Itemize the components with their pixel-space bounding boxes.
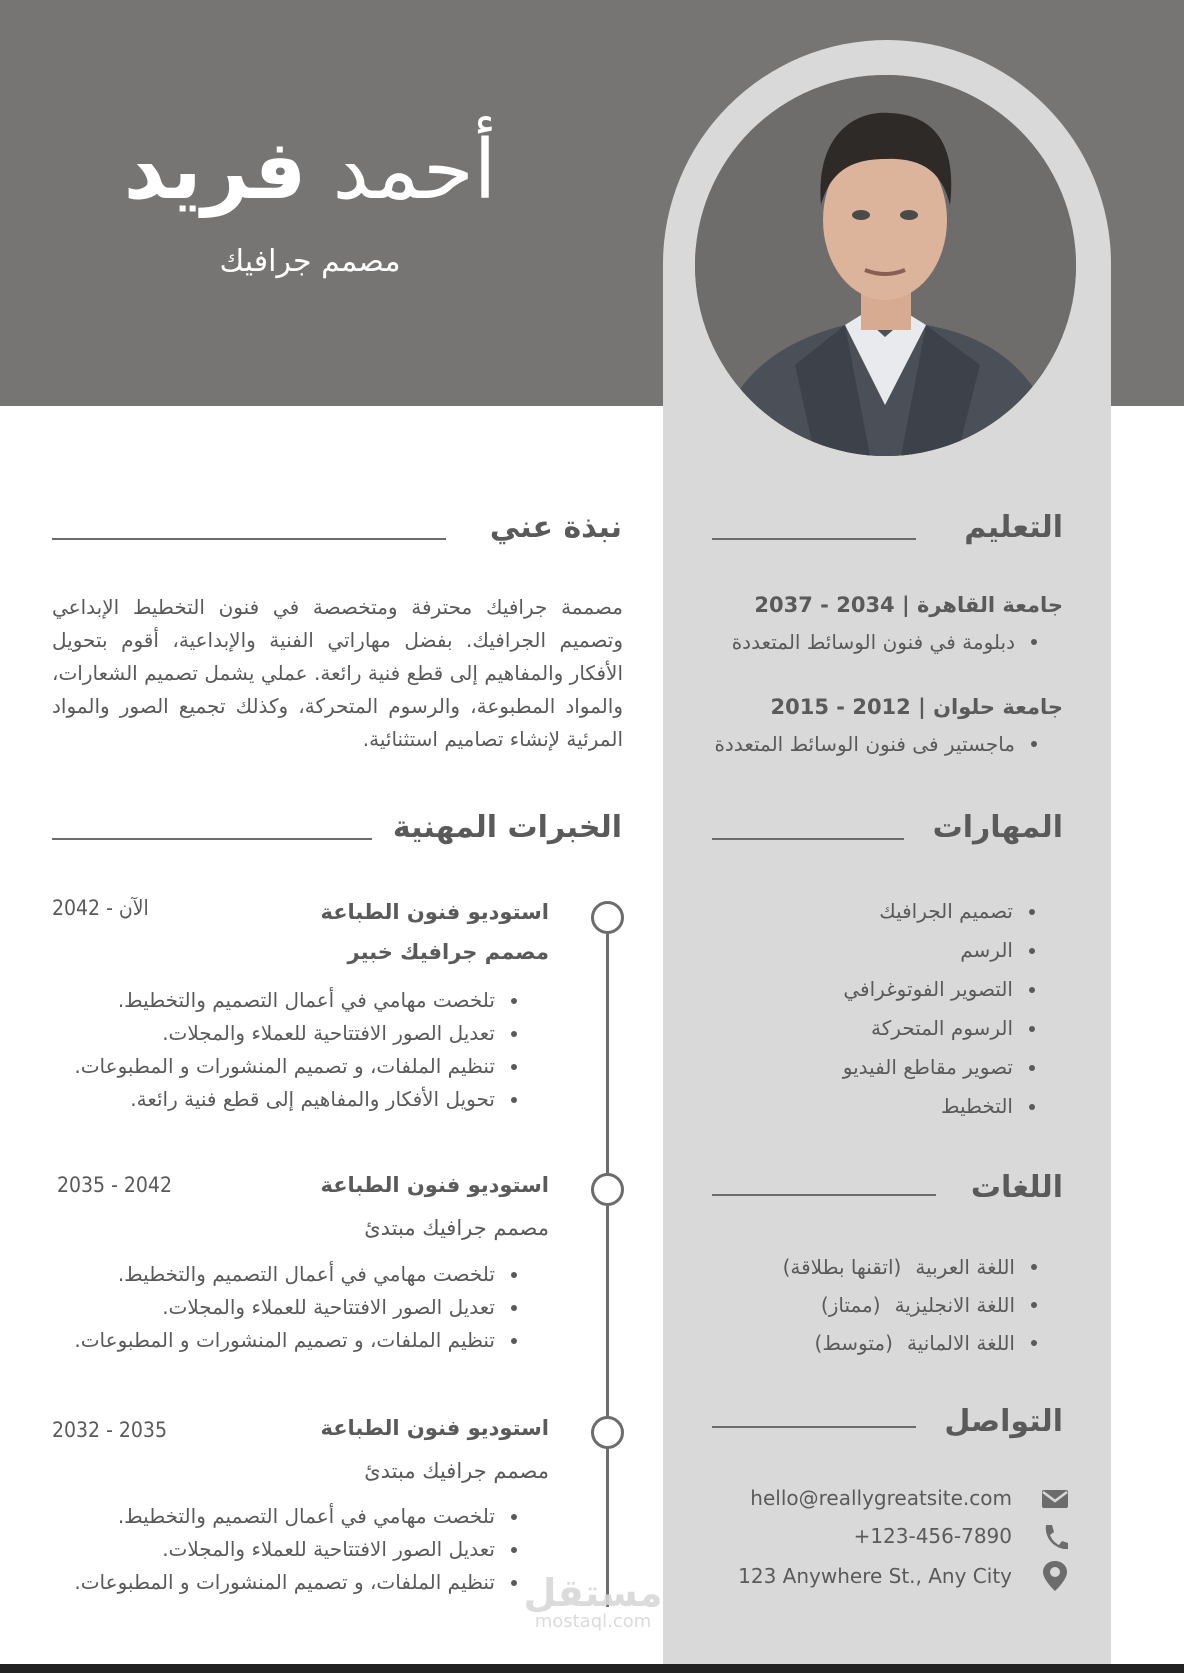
timeline-node-2 [591,1173,624,1206]
experience-title: الخبرات المهنية [392,810,622,845]
contact-title: التواصل [944,1404,1063,1439]
list-item: تصميم الجرافيك [843,892,1039,931]
list-item: تلخصت مهامي في أعمال التصميم والتخطيط. [74,1500,521,1533]
about-text: مصممة جرافيك محترفة ومتخصصة في فنون التخطيط الإبداعي وتصميم الجرافيك. بفضل مهاراتي الفنية والإبداعية، أقوم بتحويل الأفكار والمفاهيم إلى قطع فنية رائعة. عملي يشمل تصميم الشعارات، والمواد المطبوعة، والرسوم المتحركة، وكذلك تجميع الصور والمواد المرئية لإنشاء تصاميم استثنائية. [52,595,623,751]
education-detail-list-1 [732,630,1041,654]
list-item: تعديل الصور الافتتاحية للعملاء والمجلات. [74,1291,521,1324]
job-1-date: 2042 - الآن [52,896,149,920]
list-item: تنظيم الملفات، و تصميم المنشورات و المطبوعات. [74,1324,521,1357]
skills-list [843,892,1039,1126]
languages-list [783,1248,1041,1362]
list-item: تعديل الصور الافتتاحية للعملاء والمجلات. [74,1017,521,1050]
list-item: تنظيم الملفات، و تصميم المنشورات و المطبوعات. [74,1050,521,1083]
watermark [518,1571,668,1632]
list-item: تنظيم الملفات، و تصميم المنشورات و المطبوعات. [74,1566,521,1599]
profile-photo [695,75,1076,456]
job-title: مصمم جرافيك [219,244,401,279]
languages-title: اللغات [970,1170,1063,1205]
education-detail-list-2 [714,732,1041,756]
contact-address-row[interactable] [738,1560,1070,1594]
list-item: ماجستير فى فنون الوسائط المتعددة [714,732,1041,756]
job-2-company: استوديو فنون الطباعة [320,1173,549,1197]
language-item [783,1324,1041,1362]
contact-divider [712,1426,916,1428]
education-title: التعليم [964,510,1063,545]
job-3-duties [74,1500,521,1599]
watermark-arabic: مستقل [523,1571,663,1615]
about-title: نبذة عني [489,510,622,545]
phone-icon [1040,1520,1070,1552]
job-1-company: استوديو فنون الطباعة [320,900,549,924]
education-divider [712,538,916,540]
list-item: الرسوم المتحركة [843,1009,1039,1048]
list-item: تحويل الأفكار والمفاهيم إلى قطع فنية رائعة. [74,1083,521,1116]
language-name: اللغة الالمانية [906,1331,1015,1355]
contact-email[interactable]: hello@reallygreatsite.com [750,1486,1012,1510]
timeline-node-1 [591,901,624,934]
experience-divider [52,838,372,840]
job-3-date: 2032 - 2035 [52,1418,167,1442]
skills-title: المهارات [932,810,1063,845]
person-name [100,122,520,220]
job-1-duties [74,984,521,1116]
timeline-node-3 [591,1416,624,1449]
skills-divider [712,838,904,840]
job-3-role: مصمم جرافيك مبتدئ [364,1459,549,1483]
bottom-bar [0,1664,1184,1673]
job-1-role: مصمم جرافيك خبير [347,940,549,964]
list-item: دبلومة في فنون الوسائط المتعددة [732,630,1041,654]
contact-phone-row[interactable] [780,1520,1070,1554]
first-name: أحمد [332,123,497,218]
list-item: تصوير مقاطع الفيديو [843,1048,1039,1087]
language-level: (متوسط) [814,1331,893,1355]
job-2-duties [74,1258,521,1357]
job-2-role: مصمم جرافيك مبتدئ [364,1216,549,1240]
language-item [783,1248,1041,1286]
list-item: التصوير الفوتوغرافي [843,970,1039,1009]
list-item: التخطيط [843,1087,1039,1126]
list-item: تلخصت مهامي في أعمال التصميم والتخطيط. [74,1258,521,1291]
language-name: اللغة العربية [915,1255,1015,1279]
watermark-latin: mostaql.com [534,1611,652,1632]
education-heading-2: جامعة حلوان | 2012 - 2015 [770,695,1063,719]
contact-email-row[interactable] [750,1482,1070,1516]
location-pin-icon [1040,1560,1070,1592]
last-name: فريد [123,123,307,218]
list-item: تعديل الصور الافتتاحية للعملاء والمجلات. [74,1533,521,1566]
list-item: الرسم [843,931,1039,970]
timeline-line [606,917,609,1607]
envelope-icon [1040,1482,1070,1514]
language-level: (اتقنها بطلاقة) [782,1255,902,1279]
contact-phone[interactable]: +123-456-7890 [853,1524,1012,1548]
list-item: تلخصت مهامي في أعمال التصميم والتخطيط. [74,984,521,1017]
job-2-date: 2035 - 2042 [57,1173,172,1197]
job-3-company: استوديو فنون الطباعة [320,1416,549,1440]
education-heading-1: جامعة القاهرة | 2034 - 2037 [754,593,1063,617]
contact-address[interactable]: 123 Anywhere St., Any City [738,1564,1012,1588]
languages-divider [712,1194,936,1196]
language-name: اللغة الانجليزية [894,1293,1015,1317]
language-item [783,1286,1041,1324]
language-level: (ممتاز) [820,1293,881,1317]
about-divider [52,538,446,540]
